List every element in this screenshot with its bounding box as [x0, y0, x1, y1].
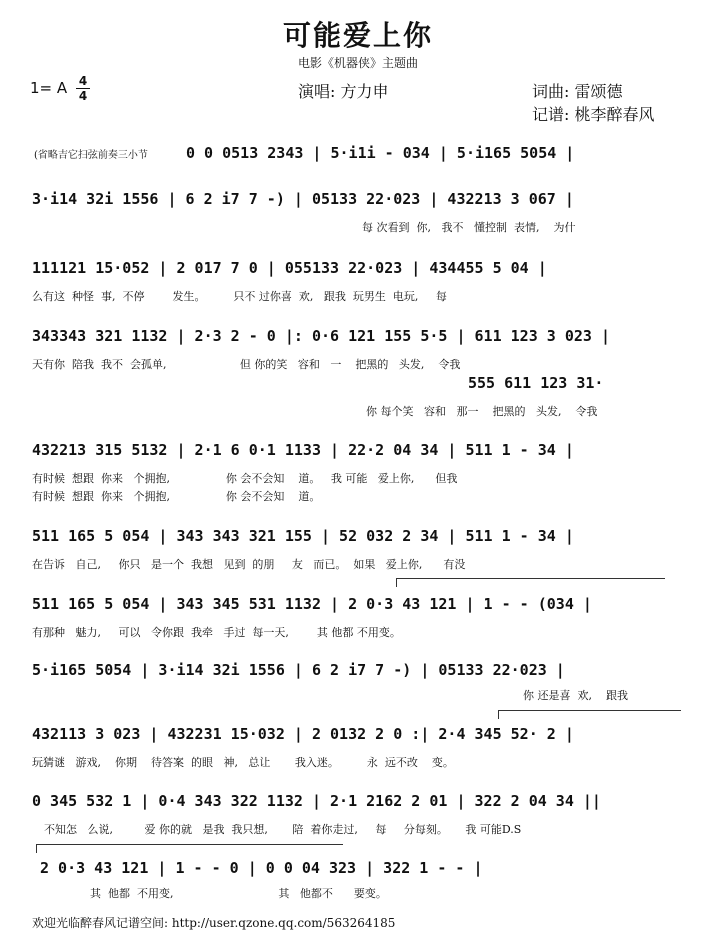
lyric-line: 有时候 想跟 你来 个拥抱, 你 会不会知 道。 — [32, 490, 321, 503]
music-row: 2 0·3 43 121 | 1 - - 0 | 0 0 04 323 | 322 1 - - | — [40, 859, 483, 877]
volta-1 — [396, 578, 665, 587]
lyric-line: 其 他都 不用变, 其 他都不 要变。 — [90, 887, 387, 900]
music-row: 432113 3 023 | 432231 15·032 | 2 0132 2 0 :| 2·4 345 52· 2 | — [32, 725, 574, 743]
lyric-line: 天有你 陪我 我不 会孤单, 但 你的笑 容和 一 把黑的 头发, 令我 — [32, 358, 461, 371]
transcriber-credit: 记谱: 桃李醉春风 — [532, 105, 655, 124]
music-row: 0 345 532 1 | 0·4 343 322 1132 | 2·1 2162 2 01 | 322 2 04 34 || — [32, 792, 601, 810]
volta-3 — [36, 844, 343, 853]
lyric-line: 么有这 种怪 事, 不停 发生。 只不 过你喜 欢, 跟我 玩男生 电玩, 每 — [32, 290, 447, 303]
lyric-line: 有时候 想跟 你来 个拥抱, 你 会不会知 道。 我 可能 爱上你, 但我 — [32, 472, 458, 485]
time-signature-top: 4 — [78, 74, 88, 88]
time-signature-bottom: 4 — [78, 89, 88, 103]
music-row: 511 165 5 054 | 343 343 321 155 | 52 032 2 34 | 511 1 - 34 | — [32, 527, 574, 545]
music-row: 343343 321 1132 | 2·3 2 - 0 |: 0·6 121 155 5·5 | 611 123 3 023 | — [32, 327, 610, 345]
singer-credit: 演唱: 方力申 — [298, 82, 389, 101]
music-row: 432213 315 5132 | 2·1 6 0·1 1133 | 22·2 04 34 | 511 1 - 34 | — [32, 441, 574, 459]
lyric-line: 不知怎 么说, 爱 你的就 是我 我只想, 陪 着你走过, 每 分每刻。 我 可能D.S — [44, 823, 522, 836]
lyric-line: 在告诉 自己, 你只 是一个 我想 见到 的朋 友 而已。 如果 爱上你, 有没 — [32, 558, 466, 571]
time-signature — [76, 75, 90, 102]
song-title: 可能爱上你 — [282, 19, 433, 52]
lyric-line: 有那种 魅力, 可以 令你跟 我牵 手过 每一天, 其 他都 不用变。 — [32, 626, 401, 639]
lyric-line: 每 次看到 你, 我不 懂控制 表情, 为什 — [362, 221, 576, 234]
key-signature: 1= A — [30, 79, 68, 97]
music-row: 0 0 0513 2343 | 5·i1i - 034 | 5·i165 5054 | — [186, 144, 575, 162]
music-row: 3·i14 32i 1556 | 6 2 i7 7 -) | 05133 22·023 | 432213 3 067 | — [32, 190, 574, 208]
music-row: 511 165 5 054 | 343 345 531 1132 | 2 0·3 43 121 | 1 - - (034 | — [32, 595, 592, 613]
lyric-line: 你 每个笑 容和 那一 把黑的 头发, 令我 — [366, 405, 598, 418]
footer-text: 欢迎光临醉春风记谱空间: http://user.qzone.qq.com/563264185 — [32, 916, 396, 930]
music-row: 5·i165 5054 | 3·i14 32i 1556 | 6 2 i7 7 -) | 05133 22·023 | — [32, 661, 565, 679]
composer-credit: 词曲: 雷颂德 — [532, 82, 623, 101]
lyric-line: 玩猜谜 游戏, 你期 待答案 的眼 神, 总让 我入迷。 永 远不改 变。 — [32, 756, 454, 769]
music-row: 111121 15·052 | 2 017 7 0 | 055133 22·023 | 434455 5 04 | — [32, 259, 547, 277]
intro-note: (省略吉它扫弦前奏三小节 — [34, 150, 148, 161]
music-row-alt: 555 611 123 31· — [468, 374, 604, 392]
volta-2 — [498, 710, 681, 719]
lyric-line: 你 还是喜 欢, 跟我 — [523, 689, 628, 702]
song-subtitle: 电影《机器侠》主题曲 — [297, 56, 418, 70]
